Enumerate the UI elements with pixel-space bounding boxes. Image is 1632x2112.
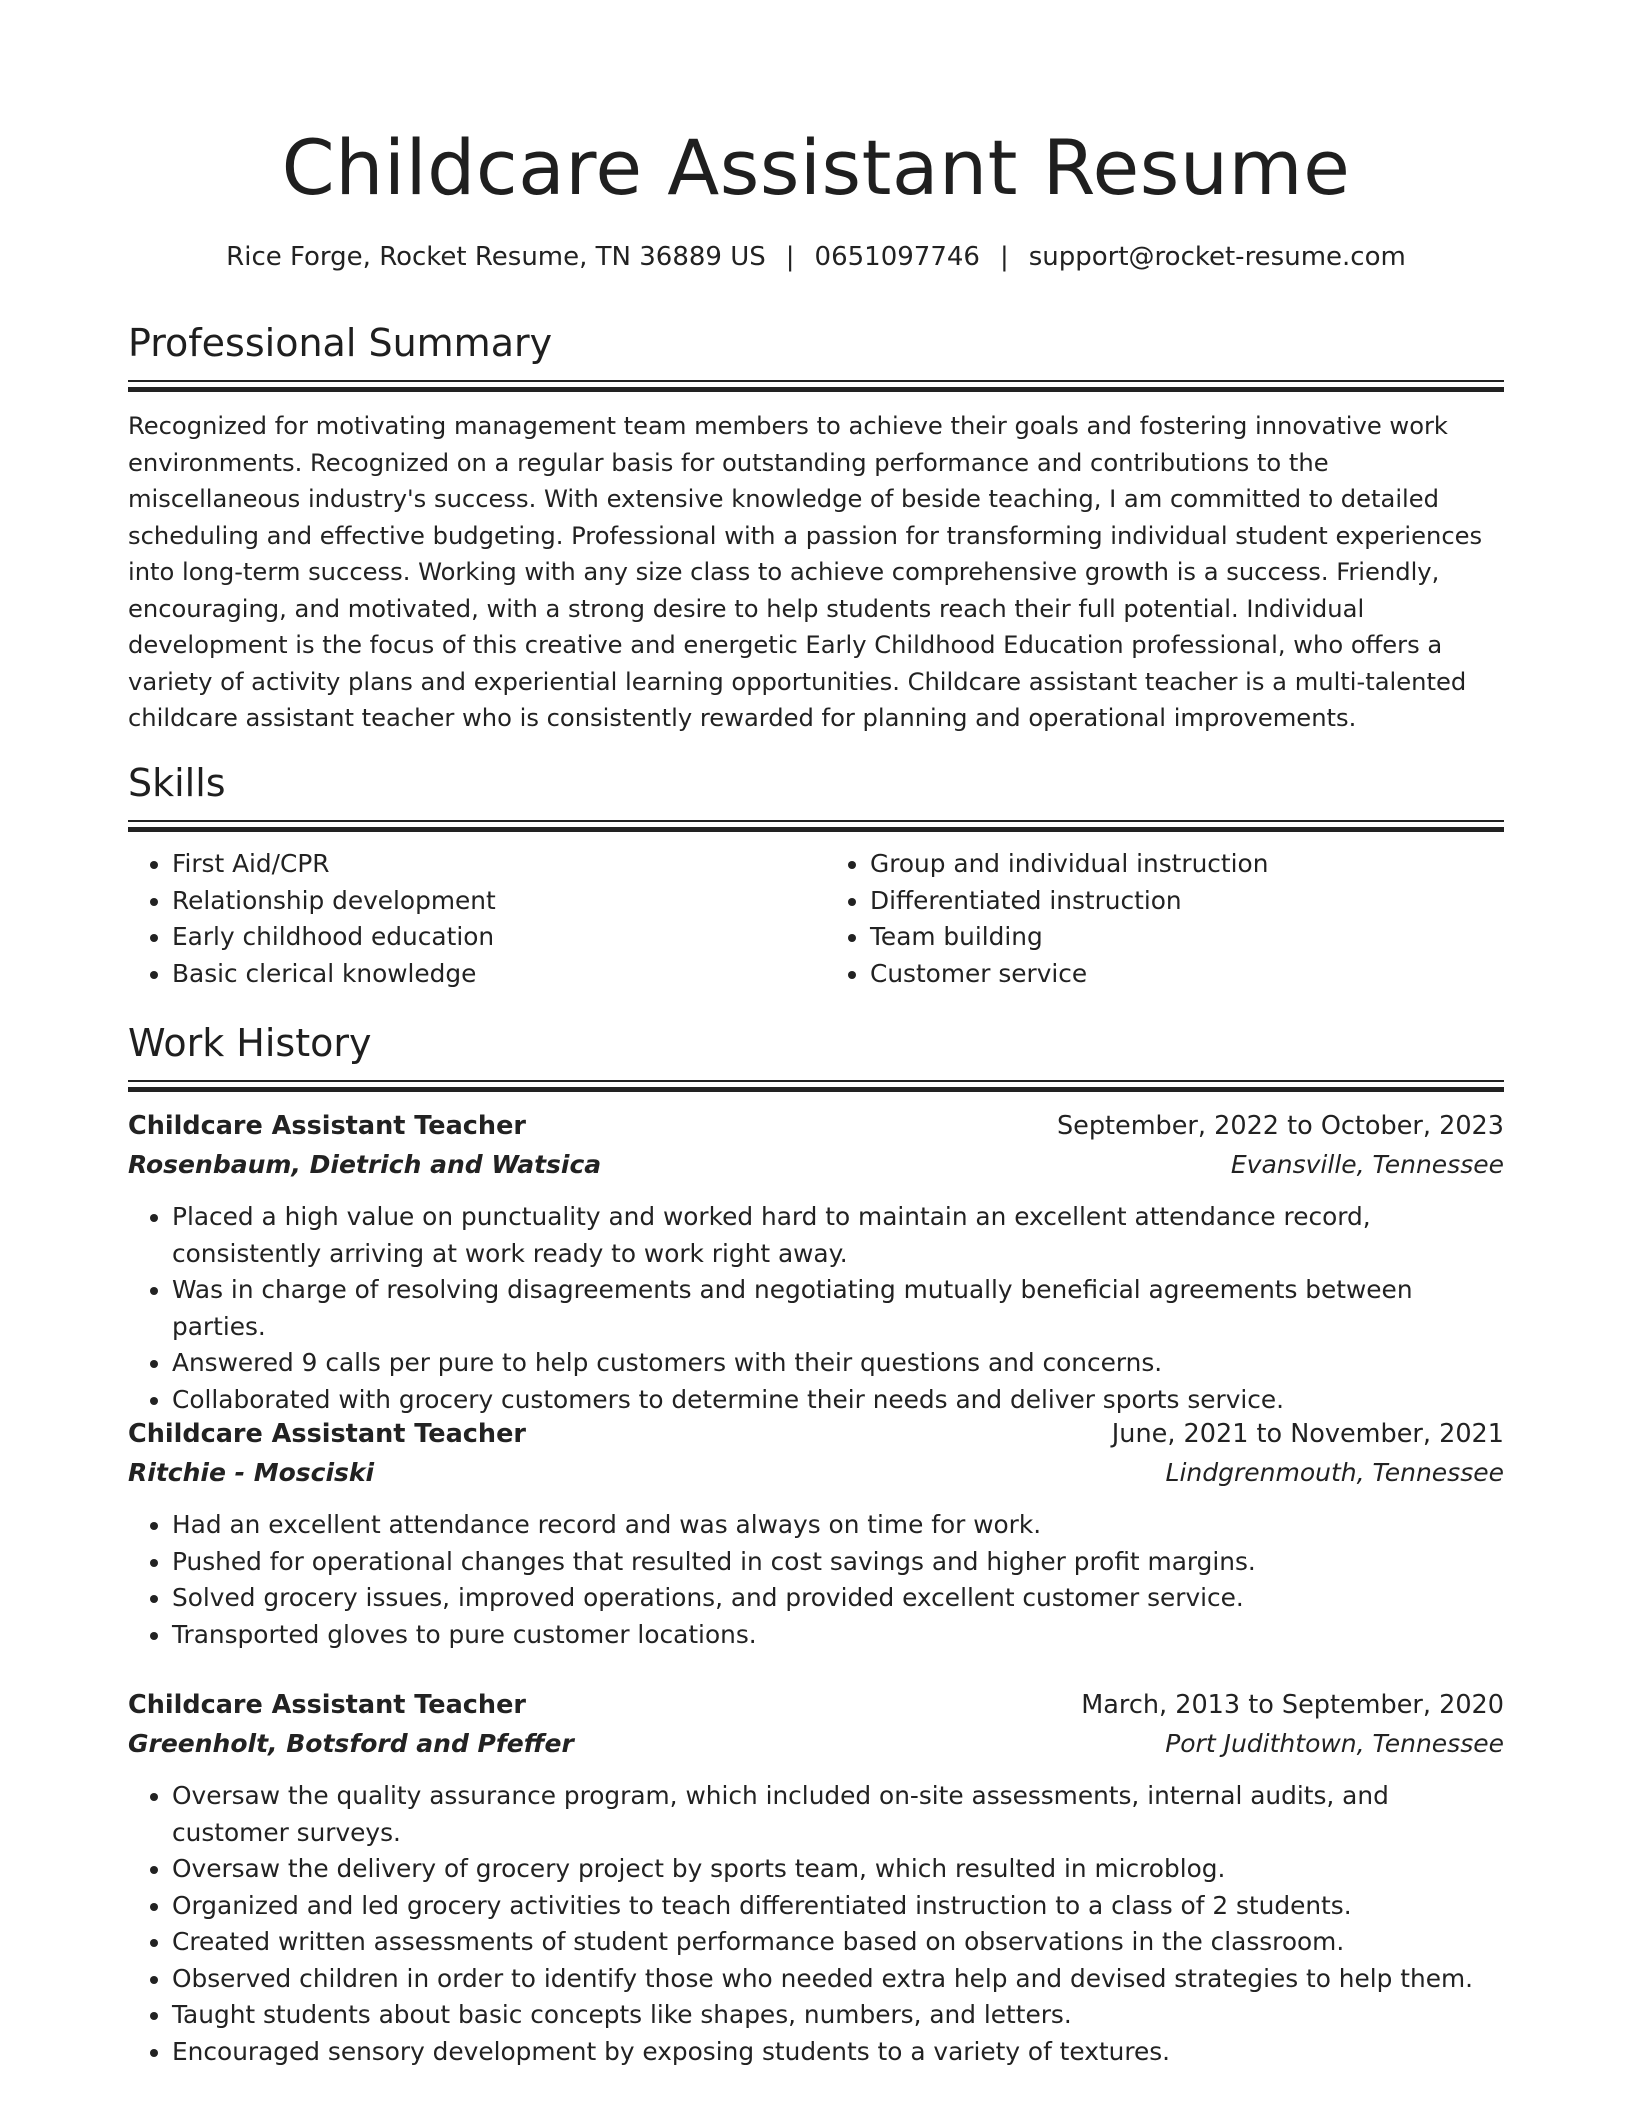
job-location: Evansville, Tennessee	[1230, 1150, 1504, 1179]
skills-section	[128, 758, 1504, 992]
job-title: Childcare Assistant Teacher	[128, 1690, 526, 1720]
skill-item: • Group and individual instruction	[870, 846, 1504, 883]
job-bullet: • Encouraged sensory development by exposing students to a variety of textures.	[172, 2034, 1504, 2071]
summary-text: Recognized for motivating management team members to achieve their goals and fostering innovative work environments. Recognized on a regular basis for outstanding performance and contributions to the miscellaneous industry's success. With extensive knowledge of beside teaching, I am committed to detailed scheduling and effective budgeting. Professional with a passion for transforming individual student experiences into long-term success. Working with any size class to achieve comprehensive growth is a success. Friendly, encouraging, and motivated, with a strong desire to help students reach their full potential. Individual development is the focus of this creative and energetic Early Childhood Education professional, who offers a variety of activity plans and experiential learning opportunities. Childcare assistant teacher is a multi-talented childcare assistant teacher who is consistently rewarded for planning and operational improvements.	[128, 412, 1483, 732]
job-entry	[128, 1686, 1504, 2070]
section-heading-summary: Professional Summary	[128, 321, 553, 365]
section-divider	[128, 1080, 1504, 1092]
job-bullets	[128, 1199, 1504, 1418]
job-bullet: • Organized and led grocery activities to teach differentiated instruction to a class of 2 students.	[172, 1888, 1504, 1925]
job-dates: June, 2021 to November, 2021	[1111, 1419, 1504, 1449]
job-dates: September, 2022 to October, 2023	[1056, 1111, 1504, 1141]
skill-item: • Relationship development	[172, 883, 806, 920]
section-heading-skills: Skills	[128, 761, 226, 805]
skill-item: • Customer service	[870, 956, 1504, 993]
job-company: Ritchie - Mosciski	[128, 1458, 375, 1487]
work-history-section	[128, 1018, 1504, 1092]
job-company: Greenholt, Botsford and Pfeffer	[128, 1729, 574, 1758]
job-bullet: • Placed a high value on punctuality and worked hard to maintain an excellent attendance record, consistently arriving at work ready to work right away.	[172, 1199, 1504, 1272]
job-bullet: • Solved grocery issues, improved operations, and provided excellent customer service.	[172, 1580, 1504, 1617]
contact-address: Rice Forge, Rocket Resume, TN 36889 US	[226, 242, 766, 272]
job-bullet: • Created written assessments of student performance based on observations in the classroom.	[172, 1924, 1504, 1961]
job-bullet: • Observed children in order to identify those who needed extra help and devised strategies to help them.	[172, 1961, 1504, 1998]
contact-separator: |	[999, 242, 1009, 272]
contact-phone: 0651097746	[814, 242, 980, 272]
job-company: Rosenbaum, Dietrich and Watsica	[128, 1150, 602, 1179]
job-bullet: • Taught students about basic concepts like shapes, numbers, and letters.	[172, 1997, 1504, 2034]
job-bullet: • Transported gloves to pure customer locations.	[172, 1617, 1504, 1654]
skill-item: • First Aid/CPR	[172, 846, 806, 883]
job-bullet: • Collaborated with grocery customers to determine their needs and deliver sports service.	[172, 1382, 1504, 1419]
job-entry	[128, 1107, 1504, 1418]
skill-item: • Basic clerical knowledge	[172, 956, 806, 993]
job-location: Port Judithtown, Tennessee	[1165, 1729, 1504, 1758]
resume-title: Childcare Assistant Resume	[281, 123, 1351, 212]
job-location: Lindgrenmouth, Tennessee	[1165, 1458, 1504, 1487]
job-bullet: • Answered 9 calls per pure to help customers with their questions and concerns.	[172, 1345, 1504, 1382]
job-title: Childcare Assistant Teacher	[128, 1111, 526, 1141]
skill-item: • Differentiated instruction	[870, 883, 1504, 920]
section-heading-work-history: Work History	[128, 1021, 372, 1065]
professional-summary-section	[128, 318, 1504, 737]
section-divider	[128, 820, 1504, 832]
skill-item: • Early childhood education	[172, 919, 806, 956]
skills-list-right	[826, 846, 1504, 992]
job-dates: March, 2013 to September, 2020	[1081, 1690, 1504, 1720]
skill-item: • Team building	[870, 919, 1504, 956]
job-title: Childcare Assistant Teacher	[128, 1419, 526, 1449]
job-bullet: • Oversaw the quality assurance program, which included on-site assessments, internal audits, and customer surveys.	[172, 1778, 1504, 1851]
job-bullets	[128, 1778, 1504, 2070]
job-bullet: • Was in charge of resolving disagreements and negotiating mutually beneficial agreements between parties.	[172, 1272, 1504, 1345]
skills-list-left	[128, 846, 806, 992]
section-divider	[128, 380, 1504, 392]
skills-grid	[128, 846, 1504, 992]
contact-line	[0, 239, 1632, 275]
job-bullet: • Oversaw the delivery of grocery project by sports team, which resulted in microblog.	[172, 1851, 1504, 1888]
job-bullet: • Had an excellent attendance record and was always on time for work.	[172, 1507, 1504, 1544]
job-entry	[128, 1415, 1504, 1653]
contact-email: support@rocket-resume.com	[1028, 242, 1406, 272]
contact-separator: |	[785, 242, 795, 272]
job-bullet: • Pushed for operational changes that resulted in cost savings and higher profit margins.	[172, 1544, 1504, 1581]
job-bullets	[128, 1507, 1504, 1653]
